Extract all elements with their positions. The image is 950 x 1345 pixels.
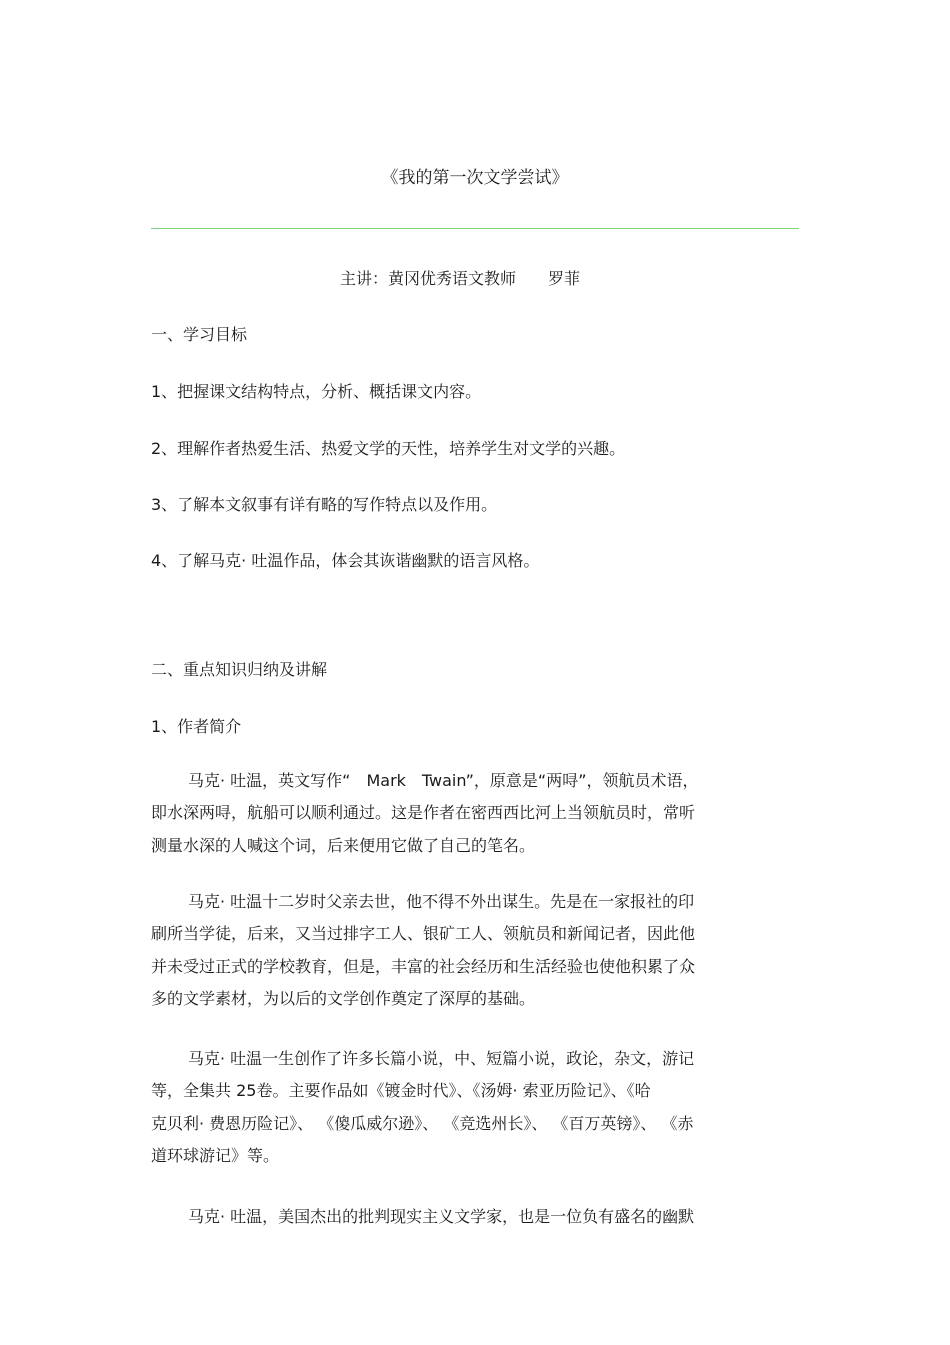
section-heading-goals: 一、学习目标 [151,325,248,344]
paragraph-line: 即水深两㖊，航船可以顺利通过。这是作者在密西西比河上当领航员时，常听 [151,803,696,823]
paragraph-works [151,1043,801,1172]
paragraph-line: 等，全集共 25卷。主要作品如《镀金时代》、《汤姆· 索亚历险记》、《哈 [151,1081,651,1101]
paragraph-legacy [151,1201,801,1233]
paragraph-line: 马克· 吐温一生创作了许多长篇小说，中、短篇小说，政论，杂文，游记 [188,1049,695,1068]
lecturer-line: 主讲：黄冈优秀语文教师 罗菲 [340,269,581,288]
paragraph-line: 并未受过正式的学校教育，但是，丰富的社会经历和生活经验也使他积累了众 [151,956,696,976]
section-heading-knowledge: 二、重点知识归纳及讲解 [151,660,328,679]
paragraph-pen-name [151,765,801,862]
paragraph-line: 马克· 吐温，美国杰出的批判现实主义文学家，也是一位负有盛名的幽默 [188,1207,695,1226]
goal-item-4: 4、了解马克· 吐温作品，体会其诙谐幽默的语言风格。 [151,551,540,570]
paragraph-line: 测量水深的人喊这个词，后来便用它做了自己的笔名。 [151,835,536,855]
paragraph-line: 马克· 吐温十二岁时父亲去世，他不得不外出谋生。先是在一家报社的印 [188,892,695,911]
paragraph-line: 道环球游记》等。 [151,1145,280,1165]
paragraph-line: 多的文学素材，为以后的文学创作奠定了深厚的基础。 [151,988,536,1008]
document-title: 《我的第一次文学尝试》 [381,168,569,188]
paragraph-line: 刷所当学徒，后来，又当过排字工人、银矿工人、领航员和新闻记者，因此他 [151,924,696,944]
subheading-author-intro: 1、作者简介 [151,717,242,736]
goal-item-2: 2、理解作者热爱生活、热爱文学的天性，培养学生对文学的兴趣。 [151,439,626,458]
goal-item-1: 1、把握课文结构特点，分析、概括课文内容。 [151,382,482,401]
goal-item-3: 3、了解本文叙事有详有略的写作特点以及作用。 [151,495,498,514]
paragraph-line: 马克· 吐温，英文写作“ Mark Twain”，原意是“两㖊”，领航员术语， [188,771,699,790]
paragraph-line: 克贝利· 费恩历险记》、 《傻瓜威尔逊》、 《竞选州长》、 《百万英镑》、 《赤 [151,1113,694,1133]
paragraph-early-life [151,886,801,1015]
title-divider [151,228,799,229]
